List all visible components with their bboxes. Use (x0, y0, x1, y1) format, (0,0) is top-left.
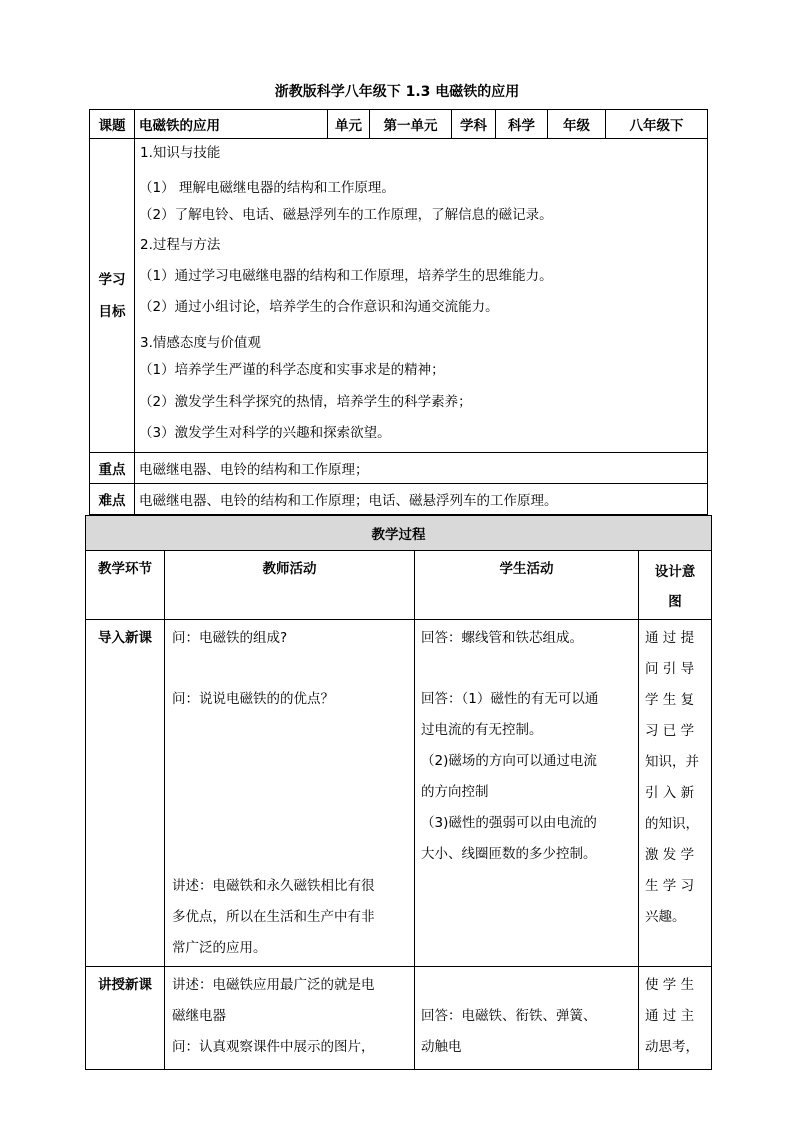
student-line: 动触电 (421, 1039, 462, 1055)
design-line: 问 引 导 (645, 661, 695, 677)
topic-value: 电磁铁的应用 (135, 110, 328, 139)
key-point-text: 电磁继电器、电铃的结构和工作原理； (135, 453, 708, 484)
goal-line: 2.过程与方法 (140, 237, 221, 253)
goal-line: （2）激发学生科学探究的热情，培养学生的科学素养； (139, 394, 472, 410)
goal-line: （2）了解电铃、电话、磁悬浮列车的工作原理，了解信息的磁记录。 (139, 207, 553, 223)
design-line: 使 学 生 (645, 977, 695, 993)
teacher-line: 多优点，所以在生活和生产中有非 (172, 909, 375, 925)
process-header: 教学过程 (86, 516, 712, 551)
grade-value: 八年级下 (606, 110, 708, 139)
goal-line: （1） 理解电磁继电器的结构和工作原理。 (139, 180, 395, 196)
teacher-activity-new (165, 967, 415, 1070)
design-intent-new (639, 967, 712, 1070)
teacher-line: 常广泛的应用。 (172, 940, 267, 956)
unit-label: 单元 (328, 110, 370, 139)
goal-line: （2）通过小组讨论，培养学生的合作意识和沟通交流能力。 (139, 299, 499, 315)
student-line: 回答：螺线管和铁芯组成。 (421, 630, 583, 646)
grade-label: 年级 (548, 110, 606, 139)
student-line: （2)磁场的方向可以通过电流 (421, 753, 597, 769)
goals-label (90, 139, 135, 453)
design-line: 通 过 主 (645, 1008, 695, 1024)
teaching-process-table (85, 515, 712, 1070)
teacher-line: 讲述：电磁铁应用最广泛的就是电 (172, 977, 375, 993)
key-point-label: 重点 (90, 453, 135, 484)
difficulty-label: 难点 (90, 484, 135, 515)
design-line: 通 过 提 (645, 630, 695, 646)
design-line: 生 学 习 (645, 878, 695, 894)
design-line: 知识，并 (645, 754, 699, 770)
col-design-header-line2: 图 (668, 594, 682, 610)
teacher-line: 讲述：电磁铁和永久磁铁相比有很 (172, 878, 375, 894)
student-line: 过电流的有无控制。 (421, 722, 543, 738)
document-title: 浙教版科学八年级下 1.3 电磁铁的应用 (274, 84, 520, 100)
col-stage-header: 教学环节 (86, 551, 165, 620)
col-teacher-header: 教师活动 (165, 551, 415, 620)
teacher-line: 问：说说电磁铁的的优点？ (172, 691, 334, 707)
design-line: 激 发 学 (645, 847, 695, 863)
student-activity-new (415, 967, 639, 1070)
col-design-header-line1: 设计意 (654, 564, 696, 580)
student-line: 大小、线圈匝数的多少控制。 (421, 846, 597, 862)
goal-line: （1）通过学习电磁继电器的结构和工作原理，培养学生的思维能力。 (139, 268, 553, 284)
design-line: 学 生 复 (645, 692, 695, 708)
design-intent-intro (639, 620, 712, 967)
goal-line: （3）激发学生对科学的兴趣和探索欲望。 (139, 425, 391, 441)
teacher-activity-intro (165, 620, 415, 967)
subject-label: 学科 (452, 110, 496, 139)
subject-value: 科学 (496, 110, 548, 139)
design-line: 的知识， (645, 816, 699, 832)
stage-intro: 导入新课 (86, 620, 165, 967)
stage-new-lesson: 讲授新课 (86, 967, 165, 1070)
teacher-line: 问：电磁铁的组成? (172, 630, 288, 646)
col-design-header (639, 551, 712, 620)
student-activity-intro (415, 620, 639, 967)
goals-label-line1: 学习 (98, 271, 126, 288)
goals-content (135, 139, 708, 453)
teacher-line: 磁继电器 (172, 1008, 226, 1024)
goal-line: 3.情感态度与价值观 (140, 335, 261, 351)
goals-label-line2: 目标 (98, 303, 126, 320)
lesson-info-table (89, 109, 708, 515)
student-line: 回答：电磁铁、衔铁、弹簧、 (421, 1008, 597, 1024)
design-line: 习 已 学 (645, 723, 695, 739)
design-line: 引 入 新 (645, 785, 695, 801)
goal-line: （1）培养学生严谨的科学态度和实事求是的精神； (139, 362, 445, 378)
student-line: 的方向控制 (421, 784, 489, 800)
design-line: 兴趣。 (645, 909, 686, 925)
design-line: 动思考， (645, 1039, 699, 1055)
unit-value: 第一单元 (370, 110, 452, 139)
difficulty-text: 电磁继电器、电铃的结构和工作原理；电话、磁悬浮列车的工作原理。 (135, 484, 708, 515)
student-line: （3)磁性的强弱可以由电流的 (421, 815, 597, 831)
student-line: 回答：（1）磁性的有无可以通 (421, 691, 599, 707)
col-student-header: 学生活动 (415, 551, 639, 620)
goal-line: 1.知识与技能 (140, 145, 221, 161)
teacher-line: 问：认真观察课件中展示的图片， (172, 1039, 375, 1055)
topic-label: 课题 (90, 110, 135, 139)
